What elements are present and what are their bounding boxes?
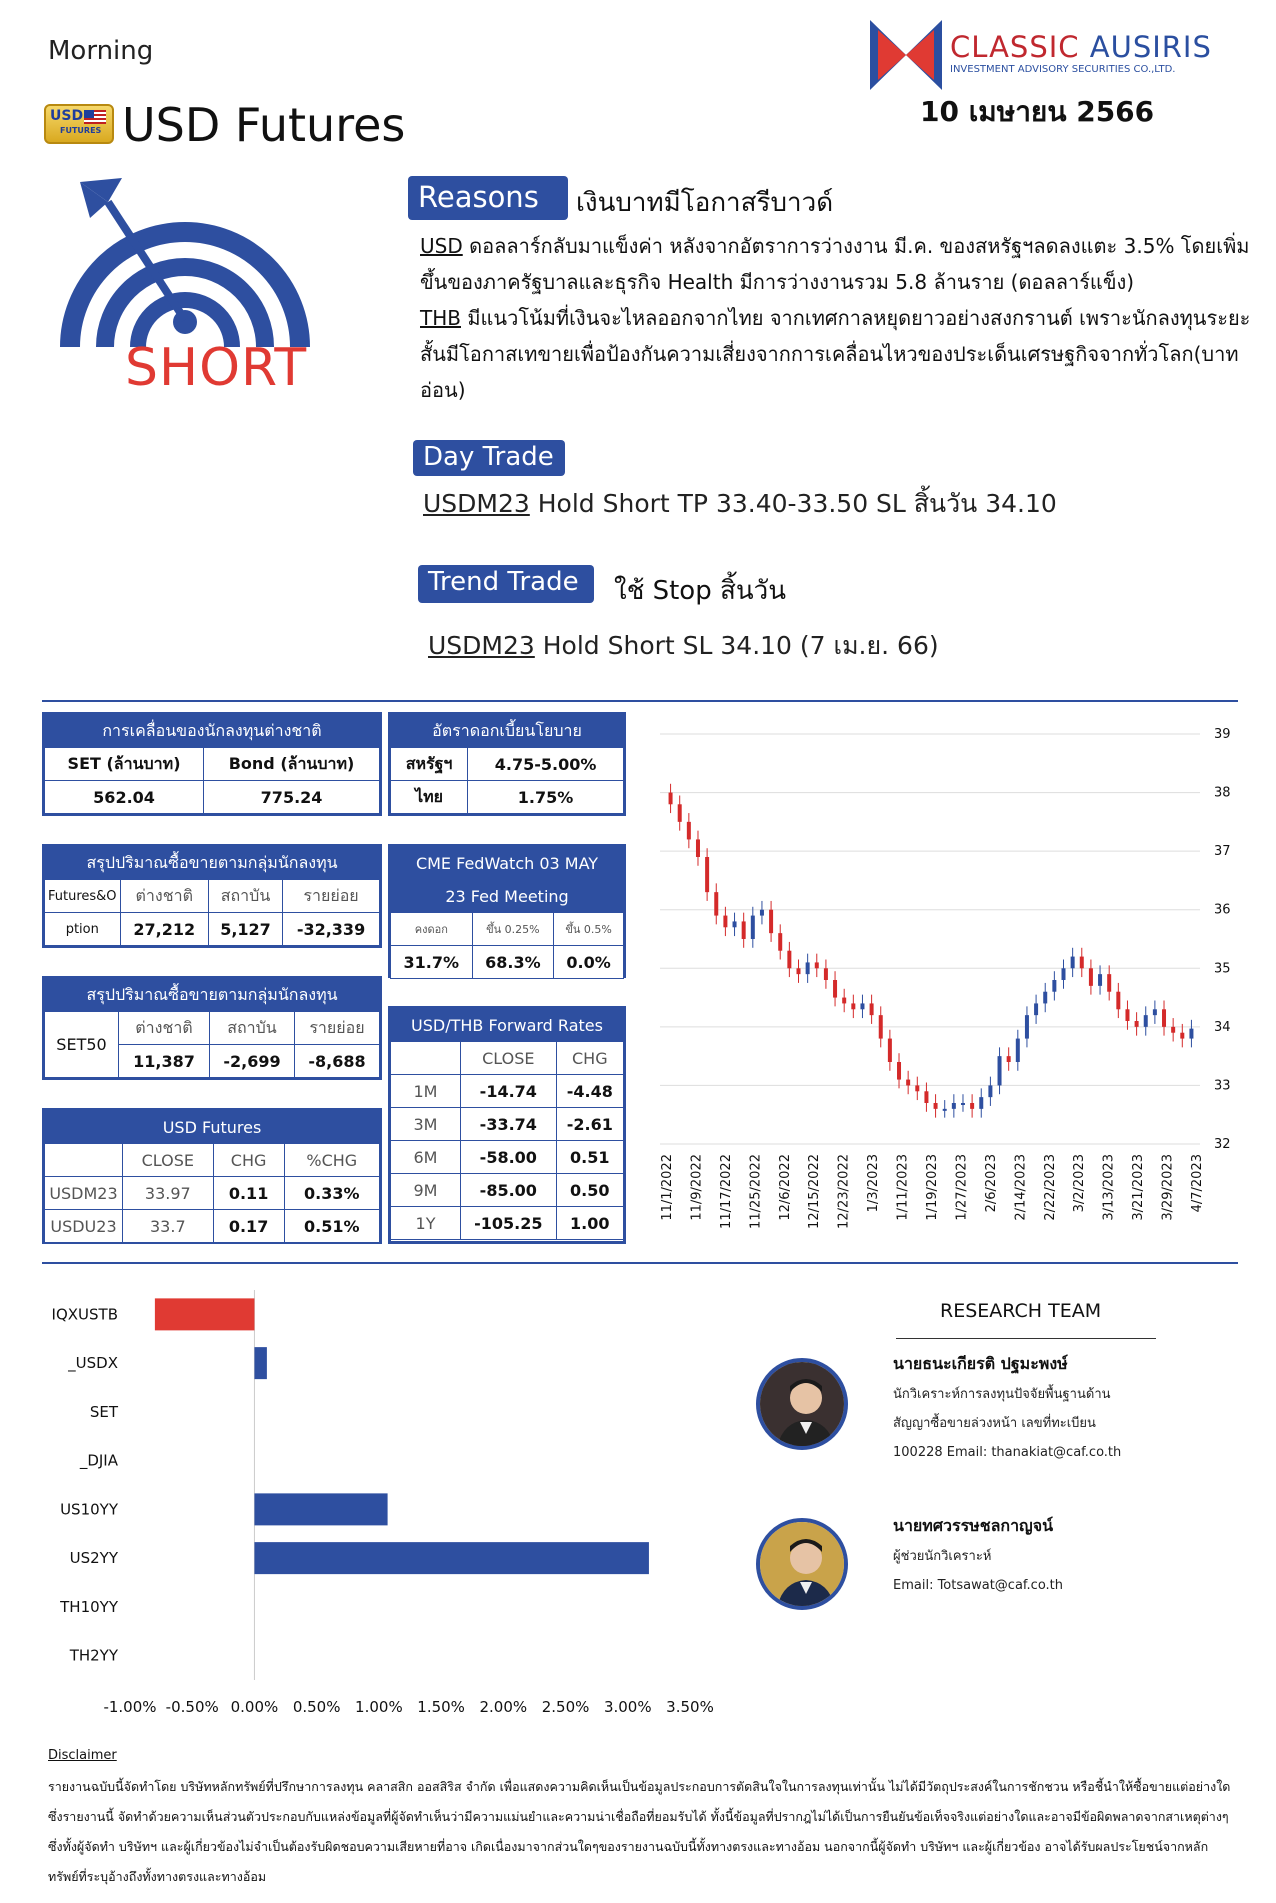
x-tick-label: 12/15/2022 bbox=[807, 1154, 823, 1229]
candle-body bbox=[778, 933, 782, 951]
candle-body bbox=[751, 916, 755, 939]
col-header: Bond (ล้านบาท) bbox=[204, 748, 380, 781]
candle-body bbox=[687, 822, 691, 840]
category-label: US10YY bbox=[60, 1500, 118, 1519]
futures-close: 33.7 bbox=[123, 1210, 214, 1243]
x-tick-label: 1.00% bbox=[355, 1698, 403, 1716]
researcher-role: ผู้ช่วยนักวิเคราะห์ bbox=[893, 1549, 992, 1564]
x-tick-label: 0.50% bbox=[292, 1698, 341, 1716]
x-tick-label: 2/14/2023 bbox=[1013, 1154, 1029, 1221]
futures-close: 33.97 bbox=[123, 1177, 214, 1210]
researcher-info bbox=[893, 1380, 1121, 1467]
bar bbox=[155, 1298, 255, 1330]
x-tick-label: 2.50% bbox=[541, 1698, 590, 1716]
trend-trade-line bbox=[428, 626, 939, 666]
row-label: Futures&O bbox=[45, 880, 121, 913]
fwd-close: -105.25 bbox=[461, 1207, 557, 1240]
col-header: ต่างชาติ bbox=[119, 1012, 210, 1045]
usd-reason: ดอลลาร์กลับมาแข็งค่า หลังจากอัตราการว่างงาน มี.ค. ของสหรัฐฯลดลงแตะ 3.5% โดยเพิ่มขึ้นของภาครัฐบาลและธุรกิจ Health มีการว่างงานรวม 5.8 ล้านราย (ดอลลาร์แข็ง) bbox=[420, 234, 1250, 294]
candle-body bbox=[1144, 1015, 1148, 1027]
probability: 68.3% bbox=[472, 946, 554, 979]
x-tick-label: 3/13/2023 bbox=[1101, 1154, 1117, 1221]
day-trade-tag: Day Trade bbox=[413, 440, 565, 476]
target-icon bbox=[60, 172, 310, 352]
bar bbox=[254, 1347, 266, 1379]
x-tick-label: 1/11/2023 bbox=[895, 1154, 911, 1221]
col-header: %CHG bbox=[284, 1144, 379, 1177]
flow-value: -32,339 bbox=[283, 913, 380, 946]
col-header: ขึ้น 0.5% bbox=[554, 913, 624, 946]
y-tick-label: 35 bbox=[1214, 961, 1231, 977]
candle-body bbox=[833, 980, 837, 998]
flow-value: -2,699 bbox=[209, 1045, 294, 1078]
candle-body bbox=[1034, 1003, 1038, 1015]
rate: 4.75-5.00% bbox=[468, 748, 624, 781]
x-tick-label: 1.50% bbox=[417, 1698, 465, 1716]
reasons-body bbox=[420, 228, 1268, 408]
forward-rates-title: USD/THB Forward Rates bbox=[391, 1009, 624, 1042]
reasons-tag: Reasons bbox=[408, 176, 568, 220]
candle-body bbox=[1153, 1009, 1157, 1015]
person-icon bbox=[760, 1362, 848, 1450]
policy-rate-table bbox=[390, 714, 624, 814]
x-tick-label: 3/29/2023 bbox=[1160, 1154, 1176, 1221]
col-header: สถาบัน bbox=[209, 1012, 294, 1045]
x-tick-label: 3/2/2023 bbox=[1072, 1154, 1088, 1213]
candle-body bbox=[888, 1039, 892, 1062]
candle-body bbox=[714, 892, 718, 915]
trend-trade-text: Hold Short SL 34.10 (7 เม.ย. 66) bbox=[534, 631, 939, 660]
usd-futures-logo bbox=[44, 104, 114, 144]
x-tick-label: 11/25/2022 bbox=[748, 1154, 764, 1229]
blank-cell bbox=[45, 1144, 123, 1177]
candle-body bbox=[787, 951, 791, 969]
y-tick-label: 34 bbox=[1214, 1019, 1231, 1035]
fwd-close: -14.74 bbox=[461, 1075, 557, 1108]
trend-trade-tag: Trend Trade bbox=[418, 565, 594, 603]
probability: 31.7% bbox=[391, 946, 473, 979]
fwd-chg: 1.00 bbox=[556, 1207, 623, 1240]
country: ไทย bbox=[391, 781, 468, 814]
flow-value: 11,387 bbox=[119, 1045, 210, 1078]
brand-name-b: AUSIRIS bbox=[1089, 30, 1212, 64]
x-tick-label: 0.00% bbox=[230, 1698, 279, 1716]
x-tick-label: 11/9/2022 bbox=[689, 1154, 705, 1221]
flow-value: 5,127 bbox=[208, 913, 282, 946]
candle-body bbox=[897, 1062, 901, 1080]
country: สหรัฐฯ bbox=[391, 748, 468, 781]
x-tick-label: 4/7/2023 bbox=[1190, 1154, 1205, 1213]
fwd-close: -58.00 bbox=[461, 1141, 557, 1174]
x-tick-label: 11/1/2022 bbox=[660, 1154, 675, 1221]
tenor: 3M bbox=[391, 1108, 461, 1141]
brand-logo-icon bbox=[870, 20, 942, 90]
candle-body bbox=[1089, 968, 1093, 986]
x-tick-label: 3.50% bbox=[666, 1698, 714, 1716]
fedwatch-subtitle: 23 Fed Meeting bbox=[391, 880, 624, 913]
x-tick-label: 1/27/2023 bbox=[954, 1154, 970, 1221]
candle-body bbox=[961, 1103, 965, 1105]
candle-body bbox=[1062, 968, 1066, 980]
x-tick-label: 3/21/2023 bbox=[1131, 1154, 1147, 1221]
day-trade-text: Hold Short TP 33.40-33.50 SL สิ้นวัน 34.10 bbox=[529, 489, 1057, 518]
logo-subtext: FUTURES bbox=[60, 126, 102, 135]
usd-key: USD bbox=[420, 234, 463, 258]
reasons-headline: เงินบาทมีโอกาสรีบาวด์ bbox=[576, 188, 834, 218]
x-tick-label: 12/6/2022 bbox=[777, 1154, 793, 1221]
usd-futures-title: USD Futures bbox=[45, 1111, 380, 1144]
x-tick-label: 3.00% bbox=[603, 1698, 652, 1716]
futures-pct: 0.33% bbox=[284, 1177, 379, 1210]
candle-body bbox=[696, 839, 700, 857]
candle-body bbox=[1007, 1056, 1011, 1062]
researcher-name: นายทศวรรษชลกาญจน์ bbox=[893, 1516, 1053, 1535]
futures-chg: 0.11 bbox=[213, 1177, 284, 1210]
day-trade-symbol: USDM23 bbox=[423, 489, 530, 518]
x-tick-label: 2.00% bbox=[479, 1698, 528, 1716]
session-label: Morning bbox=[48, 36, 154, 66]
thb-reason: มีแนวโน้มที่เงินจะไหลออกจากไทย จากเทศกาลหยุดยาวอย่างสงกรานต์ เพราะนักลงทุนระยะสั้นมีโอกาสเทขายเพื่อป้องกันความเสี่ยงจากการเคลื่อนไหวของประเด็นเศรษฐกิจจากทั่วโลก(บาทอ่อน) bbox=[420, 306, 1251, 402]
researcher-role: นักวิเคราะห์การลงทุนปัจจัยพื้นฐานด้าน bbox=[893, 1387, 1111, 1402]
candle-body bbox=[769, 910, 773, 933]
futures-symbol: USDU23 bbox=[45, 1210, 123, 1243]
candle-body bbox=[979, 1097, 983, 1109]
signal-label: SHORT bbox=[125, 338, 308, 398]
col-header: รายย่อย bbox=[283, 880, 380, 913]
futures-flow-table bbox=[44, 846, 380, 946]
bar bbox=[254, 1542, 648, 1574]
candle-body bbox=[924, 1091, 928, 1103]
candle-body bbox=[1162, 1009, 1166, 1027]
candle-body bbox=[824, 968, 828, 980]
fwd-chg: -2.61 bbox=[556, 1108, 623, 1141]
disclaimer-text: รายงานฉบับนี้จัดทำโดย บริษัทหลักทรัพย์ที่ปรึกษาการลงทุน คลาสสิก ออสสิริส จำกัด เพื่อแสดงความคิดเห็นเป็นข้อมูลประกอบการตัดสินใจในการลงทุนเท่านั้น ไม่ได้มีวัตถุประสงค์ในการชักชวน หรือชี้นำให้ซื้อขายแต่อย่างใด ซึ่งรายงานนี้ จัดทำด้วยความเห็นส่วนตัวประกอบกับแหล่งข้อมูลที่ผู้จัดทำเห็นว่ามีความแม่นยำและความน่าเชื่อถือที่ยอมรับได้ ทั้งนี้ข้อมูลที่ปรากฎไม่ได้เป็นการยืนยันข้อเท็จจริงแต่อย่างใดและอาจมีข้อผิดพลาดจากสาเหตุต่างๆ ซึ่งทั้งผู้จัดทำ บริษัทฯ และผู้เกี่ยวข้องไม่จำเป็นต้องรับผิดชอบความเสียหายที่อาจ เกิดเนื่องมาจากส่วนใดๆของรายงานฉบับนี้ทั้งทางตรงและทางอ้อม นอกจากนี้ผู้จัดทำ บริษัทฯ และผู้เกี่ยวข้อง อาจได้รับผลประโยชน์จากหลักทรัพย์ที่ระบุอ้างถึงทั้งทางตรงและทางอ้อม bbox=[48, 1779, 1231, 1884]
candle-body bbox=[998, 1056, 1002, 1085]
col-header: สถาบัน bbox=[208, 880, 282, 913]
foreign-flow-title: การเคลื่อนของนักลงทุนต่างชาติ bbox=[45, 715, 380, 748]
usd-futures-table bbox=[44, 1110, 380, 1243]
researcher-email: 100228 Email: thanakiat@caf.co.th bbox=[893, 1445, 1122, 1460]
page-title: USD Futures bbox=[122, 98, 406, 152]
category-label: US2YY bbox=[69, 1549, 118, 1568]
fwd-chg: -4.48 bbox=[556, 1075, 623, 1108]
fedwatch-table bbox=[390, 846, 624, 979]
fwd-close: -85.00 bbox=[461, 1174, 557, 1207]
set50-flow-title: สรุปปริมาณซื้อขายตามกลุ่มนักลงทุน bbox=[45, 979, 380, 1012]
policy-rate-title: อัตราดอกเบี้ยนโยบาย bbox=[391, 715, 624, 748]
futures-chg: 0.17 bbox=[213, 1210, 284, 1243]
day-trade-line bbox=[423, 484, 1057, 524]
candle-body bbox=[742, 921, 746, 939]
candle-body bbox=[860, 1003, 864, 1009]
us-flag-icon bbox=[84, 110, 106, 124]
thb-key: THB bbox=[420, 306, 461, 330]
candle-body bbox=[1080, 957, 1084, 969]
futures-symbol: USDM23 bbox=[45, 1177, 123, 1210]
candle-body bbox=[1125, 1009, 1129, 1021]
futures-pct: 0.51% bbox=[284, 1210, 379, 1243]
researcher-registration: สัญญาซื้อขายล่วงหน้า เลขที่ทะเบียน bbox=[893, 1416, 1096, 1431]
fwd-close: -33.74 bbox=[461, 1108, 557, 1141]
divider bbox=[896, 1338, 1156, 1339]
researcher-info bbox=[893, 1542, 1063, 1600]
candle-body bbox=[733, 921, 737, 927]
tenor: 9M bbox=[391, 1174, 461, 1207]
set50-flow-table bbox=[44, 978, 380, 1078]
candle-body bbox=[1098, 974, 1102, 986]
col-header: SET (ล้านบาท) bbox=[45, 748, 204, 781]
candle-body bbox=[1189, 1029, 1193, 1039]
y-tick-label: 37 bbox=[1214, 844, 1231, 860]
candle-body bbox=[870, 1003, 874, 1015]
candle-body bbox=[906, 1080, 910, 1086]
asset-change-bar-chart bbox=[40, 1280, 730, 1720]
tenor: 1Y bbox=[391, 1207, 461, 1240]
researcher-name: นายธนะเกียรติ ปฐมะพงษ์ bbox=[893, 1354, 1068, 1373]
category-label: TH2YY bbox=[69, 1646, 118, 1665]
candle-body bbox=[678, 804, 682, 822]
candle-body bbox=[934, 1103, 938, 1109]
x-tick-label: 1/3/2023 bbox=[866, 1154, 882, 1213]
category-label: _DJIA bbox=[79, 1451, 118, 1470]
candle-body bbox=[723, 916, 727, 928]
trend-trade-symbol: USDM23 bbox=[428, 631, 535, 660]
candle-body bbox=[669, 793, 673, 805]
candle-body bbox=[797, 968, 801, 974]
x-tick-label: 2/22/2023 bbox=[1042, 1154, 1058, 1221]
candle-body bbox=[952, 1103, 956, 1109]
researcher-email: Email: Totsawat@caf.co.th bbox=[893, 1578, 1064, 1593]
probability: 0.0% bbox=[554, 946, 624, 979]
candle-body bbox=[806, 962, 810, 974]
candle-body bbox=[760, 910, 764, 916]
row-label: SET50 bbox=[45, 1012, 119, 1078]
brand-name bbox=[950, 30, 1212, 64]
fwd-chg: 0.50 bbox=[556, 1174, 623, 1207]
candle-body bbox=[1116, 992, 1120, 1010]
col-header: CLOSE bbox=[123, 1144, 214, 1177]
blank-cell bbox=[391, 1042, 461, 1075]
candle-body bbox=[705, 857, 709, 892]
rate: 1.75% bbox=[468, 781, 624, 814]
candle-body bbox=[1135, 1021, 1139, 1027]
category-label: SET bbox=[89, 1402, 118, 1421]
divider bbox=[42, 1262, 1238, 1264]
x-tick-label: 1/19/2023 bbox=[925, 1154, 940, 1221]
divider bbox=[42, 700, 1238, 702]
y-tick-label: 38 bbox=[1214, 785, 1231, 801]
x-tick-label: 11/17/2022 bbox=[718, 1154, 734, 1229]
y-tick-label: 32 bbox=[1214, 1137, 1231, 1152]
person-icon bbox=[760, 1522, 848, 1610]
flow-value: 27,212 bbox=[120, 913, 208, 946]
bond-flow-value: 775.24 bbox=[204, 781, 380, 814]
category-label: TH10YY bbox=[60, 1597, 118, 1616]
candle-body bbox=[915, 1085, 919, 1091]
brand-subtitle: INVESTMENT ADVISORY SECURITIES CO.,LTD. bbox=[950, 64, 1176, 75]
usdthb-price-chart bbox=[650, 712, 1246, 1252]
disclaimer-title: Disclaimer bbox=[48, 1748, 117, 1763]
candle-body bbox=[1107, 974, 1111, 992]
candle-body bbox=[842, 998, 846, 1004]
x-tick-label: 12/23/2022 bbox=[836, 1154, 852, 1229]
brand-name-a: CLASSIC bbox=[950, 30, 1080, 64]
tenor: 1M bbox=[391, 1075, 461, 1108]
y-tick-label: 36 bbox=[1214, 902, 1231, 918]
candle-body bbox=[1180, 1033, 1184, 1039]
col-header: CHG bbox=[213, 1144, 284, 1177]
flow-value: -8,688 bbox=[294, 1045, 379, 1078]
bar bbox=[254, 1493, 387, 1525]
y-tick-label: 39 bbox=[1214, 727, 1231, 742]
candle-body bbox=[815, 962, 819, 968]
candle-body bbox=[1052, 980, 1056, 992]
candle-body bbox=[988, 1085, 992, 1097]
avatar bbox=[756, 1358, 848, 1450]
col-header: ต่างชาติ bbox=[120, 880, 208, 913]
trend-trade-headline: ใช้ Stop สิ้นวัน bbox=[614, 576, 786, 606]
avatar bbox=[756, 1518, 848, 1610]
report-date: 10 เมษายน 2566 bbox=[920, 95, 1155, 128]
foreign-flow-table bbox=[44, 714, 380, 814]
row-label: ption bbox=[45, 913, 121, 946]
logo-text: USD bbox=[50, 108, 84, 124]
candle-body bbox=[1016, 1039, 1020, 1062]
research-team-title: RESEARCH TEAM bbox=[940, 1300, 1102, 1322]
fwd-chg: 0.51 bbox=[556, 1141, 623, 1174]
forward-rates-table bbox=[390, 1008, 624, 1240]
candle-body bbox=[1071, 957, 1075, 969]
col-header: CLOSE bbox=[461, 1042, 557, 1075]
candle-body bbox=[1171, 1027, 1175, 1033]
candle-body bbox=[943, 1109, 947, 1111]
x-tick-label: -0.50% bbox=[165, 1698, 219, 1716]
candle-body bbox=[970, 1103, 974, 1109]
category-label: IQXUSTB bbox=[51, 1305, 118, 1324]
x-tick-label: 2/6/2023 bbox=[983, 1154, 999, 1213]
futures-flow-title: สรุปปริมาณซื้อขายตามกลุ่มนักลงทุน bbox=[45, 847, 380, 880]
candle-body bbox=[879, 1015, 883, 1038]
col-header: รายย่อย bbox=[294, 1012, 379, 1045]
col-header: CHG bbox=[556, 1042, 623, 1075]
candle-body bbox=[851, 1003, 855, 1009]
col-header: คงดอก bbox=[391, 913, 473, 946]
candle-body bbox=[1025, 1015, 1029, 1038]
category-label: _USDX bbox=[68, 1354, 118, 1373]
y-tick-label: 33 bbox=[1214, 1078, 1231, 1094]
set-flow-value: 562.04 bbox=[45, 781, 204, 814]
tenor: 6M bbox=[391, 1141, 461, 1174]
x-tick-label: -1.00% bbox=[103, 1698, 157, 1716]
col-header: ขึ้น 0.25% bbox=[472, 913, 554, 946]
fedwatch-title: CME FedWatch 03 MAY bbox=[391, 847, 624, 880]
candle-body bbox=[1043, 992, 1047, 1004]
